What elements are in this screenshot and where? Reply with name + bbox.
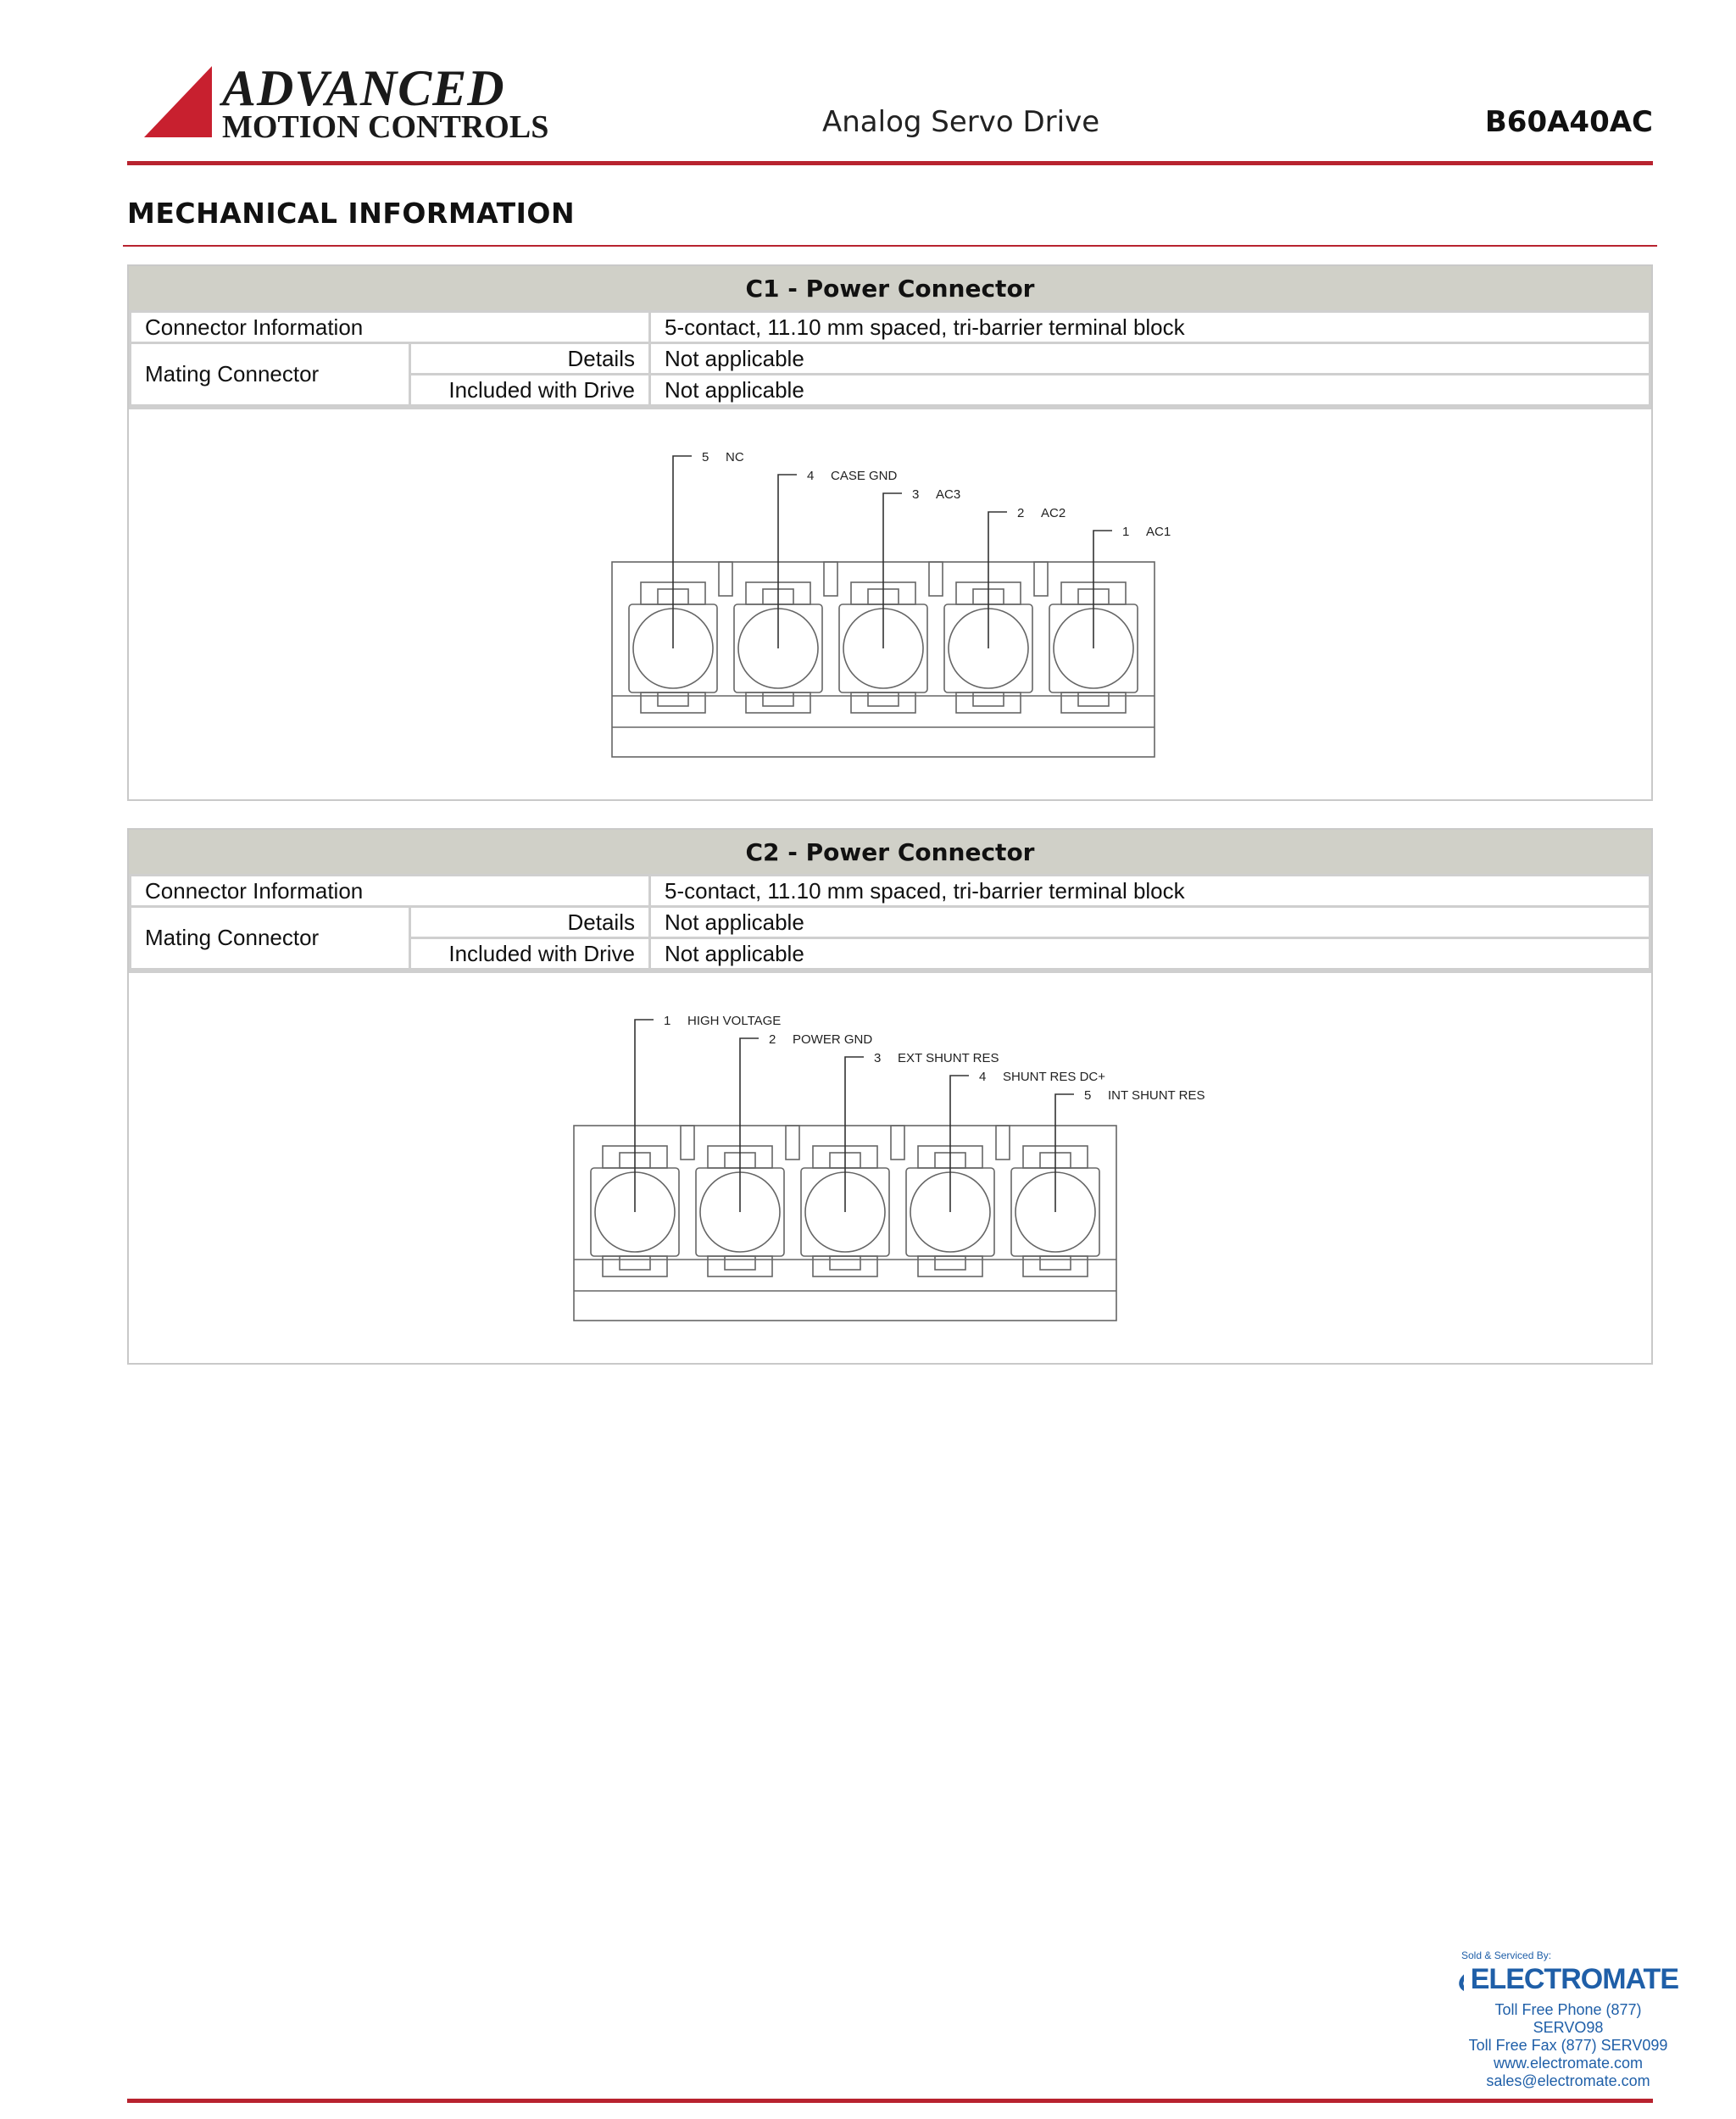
terminal-block-drawing — [129, 409, 1651, 799]
pin-number: 3 — [912, 487, 920, 502]
pin-number: 1 — [664, 1014, 671, 1028]
pin-leader-line — [673, 456, 692, 648]
logo-triangle-icon — [144, 66, 220, 137]
connector-c1-diagram — [129, 407, 1651, 799]
table-row — [131, 312, 1650, 343]
section-title: MECHANICAL INFORMATION — [127, 197, 576, 230]
pin-number: 2 — [1017, 506, 1025, 520]
table-row — [131, 343, 1650, 375]
pin-number: 5 — [1084, 1088, 1092, 1103]
connector-info-value: 5-contact, 11.10 mm spaced, tri-barrier terminal block — [650, 876, 1650, 907]
page-header — [127, 59, 1653, 153]
terminal-bottom-notch — [725, 1256, 755, 1270]
terminal-bottom-notch — [658, 692, 688, 706]
electromate-logo-icon — [1458, 1967, 1464, 1993]
terminal-bottom-notch — [1040, 1256, 1071, 1270]
terminal-bottom-notch — [935, 1256, 965, 1270]
pin-number: 1 — [1122, 525, 1130, 539]
distributor-block — [1458, 1949, 1678, 2090]
terminal-bottom-notch — [763, 692, 793, 706]
mating-connector-label: Mating Connector — [131, 343, 410, 406]
pin-number: 5 — [702, 450, 709, 464]
pin-number: 4 — [807, 469, 815, 483]
footer-rule — [127, 2099, 1653, 2103]
connector-c2-diagram — [129, 971, 1651, 1363]
pin-label: EXT SHUNT RES — [898, 1051, 999, 1065]
included-value: Not applicable — [650, 938, 1650, 970]
barrier-divider — [681, 1126, 694, 1160]
model-number: B60A40AC — [1484, 105, 1653, 139]
mating-connector-label: Mating Connector — [131, 907, 410, 970]
pin-leader-line — [988, 512, 1007, 648]
barrier-divider — [786, 1126, 799, 1160]
barrier-divider — [1034, 562, 1048, 596]
terminal-bottom-notch — [830, 1256, 860, 1270]
pin-number: 4 — [979, 1070, 987, 1084]
pin-label: AC2 — [1041, 506, 1066, 520]
terminal-bottom-notch — [973, 692, 1004, 706]
header-rule — [127, 161, 1653, 165]
details-value: Not applicable — [650, 907, 1650, 938]
table-row — [131, 907, 1650, 938]
document-title: Analog Servo Drive — [822, 105, 1100, 139]
pin-label: INT SHUNT RES — [1108, 1088, 1205, 1103]
pin-label: SHUNT RES DC+ — [1003, 1070, 1105, 1084]
pin-number: 3 — [874, 1051, 882, 1065]
pin-leader-line — [635, 1020, 654, 1212]
pin-label: AC3 — [936, 487, 961, 502]
phone-line: Toll Free Phone (877) SERVO98 — [1494, 2001, 1642, 2036]
brand-name: ELECTROMATE — [1470, 1963, 1678, 1995]
pin-label: POWER GND — [793, 1032, 873, 1047]
distributor-brand — [1458, 1963, 1678, 1996]
barrier-divider — [824, 562, 837, 596]
logo-text-top: ADVANCED — [222, 60, 505, 116]
pin-number: 2 — [769, 1032, 776, 1047]
section-rule — [123, 245, 1657, 247]
connector-info-value: 5-contact, 11.10 mm spaced, tri-barrier terminal block — [650, 312, 1650, 343]
pin-label: NC — [726, 450, 744, 464]
fax-line: Toll Free Fax (877) SERV099 — [1468, 2037, 1668, 2054]
table-row — [131, 876, 1650, 907]
web-link[interactable]: www.electromate.com — [1493, 2055, 1644, 2072]
connector-info-label: Connector Information — [131, 876, 650, 907]
connector-c1-title: C1 - Power Connector — [129, 266, 1651, 310]
terminal-bottom-notch — [1078, 692, 1109, 706]
included-label: Included with Drive — [410, 938, 650, 970]
connector-c2-panel — [127, 828, 1653, 1365]
barrier-divider — [996, 1126, 1010, 1160]
details-value: Not applicable — [650, 343, 1650, 375]
barrier-divider — [929, 562, 943, 596]
connector-c2-title: C2 - Power Connector — [129, 830, 1651, 874]
included-label: Included with Drive — [410, 375, 650, 406]
sold-by-label: Sold & Serviced By: — [1461, 1949, 1552, 1961]
pin-label: CASE GND — [831, 469, 898, 483]
email-link[interactable]: sales@electromate.com — [1486, 2072, 1650, 2089]
terminal-bottom-notch — [620, 1256, 650, 1270]
company-logo — [144, 60, 568, 145]
included-value: Not applicable — [650, 375, 1650, 406]
barrier-divider — [891, 1126, 904, 1160]
connector-c2-table — [129, 874, 1651, 971]
connector-c1-panel — [127, 264, 1653, 801]
pin-label: HIGH VOLTAGE — [687, 1014, 782, 1028]
logo-text-bottom: MOTION CONTROLS — [222, 109, 549, 145]
details-label: Details — [410, 907, 650, 938]
connector-c1-table — [129, 310, 1651, 407]
details-label: Details — [410, 343, 650, 375]
barrier-divider — [719, 562, 732, 596]
connector-info-label: Connector Information — [131, 312, 650, 343]
pin-label: AC1 — [1146, 525, 1171, 539]
terminal-bottom-notch — [868, 692, 899, 706]
pin-leader-line — [883, 493, 902, 648]
pin-leader-line — [845, 1057, 864, 1212]
terminal-block-drawing — [129, 973, 1651, 1363]
pin-leader-line — [950, 1076, 969, 1212]
